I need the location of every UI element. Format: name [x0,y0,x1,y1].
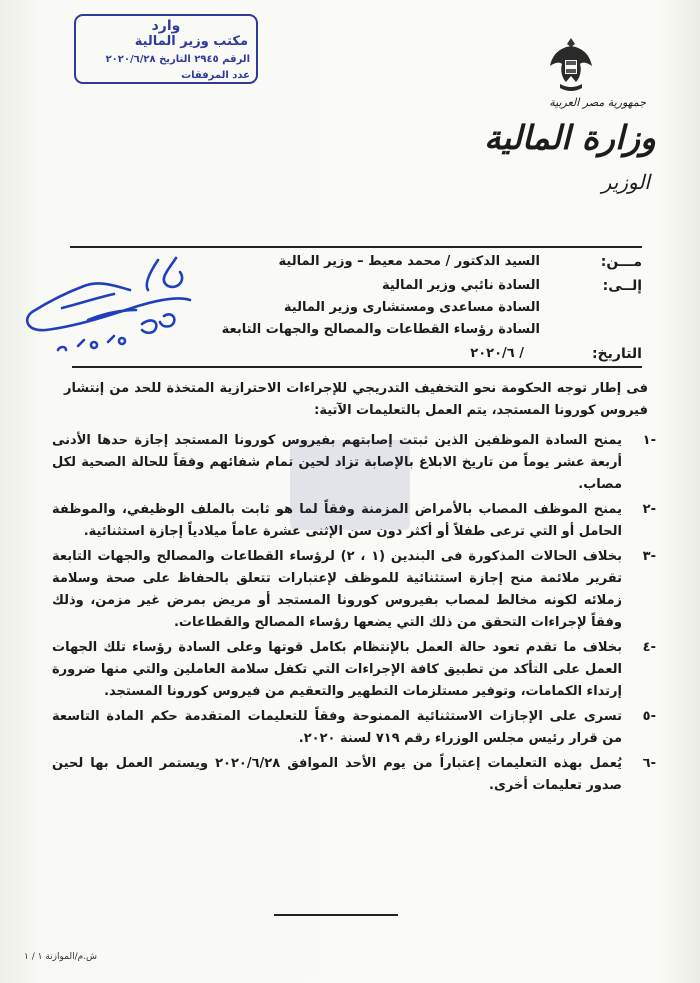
item-number: -٤ [642,640,656,655]
item-text: بخلاف ما تقدم تعود حالة العمل بالإنتظام بكامل قوتها وعلى السادة رؤساء تلك الجهات العمل على التأكد من تطبيق كافة الإجراءات التي تكفل سلامة العاملين والتي منها ضرورة إرتداء الكمامات، وتوفير مستلزمات التطهير والتعقيم من فيروس كورونا المستجد. [52,640,622,699]
item-number: -٦ [642,756,656,771]
from-label: مـــن: [600,254,642,270]
to-label: إلــى: [602,278,642,294]
item-number: -٣ [642,549,656,564]
intro-paragraph: فى إطار توجه الحكومة نحو التخفيف التدريجي للإجراءات الاحترازية المتخذة للحد من إنتشار فيروس كورونا المستجد، يتم العمل بالتعليمات الآتية: [64,381,648,418]
item-text: يمنح الموظف المصاب بالأمراض المزمنة وفقاً لما هو ثابت بالملف الوظيفي، والموظفة الحامل أو التي ترعى طفلاً أو أكثر دون سن الإثنى عشرة عاماً ميلادياً إجازة استثنائية. [52,502,622,539]
from-value: السيد الدكتور / محمد معيط – وزير المالية [278,254,540,269]
stamp-office: مكتب وزير المالية [134,34,248,49]
footer-code: ش.م/الموازنة ١ / ١ [24,952,98,962]
list-item [52,637,656,703]
letterhead-republic: جمهورية مصر العربية [549,96,646,109]
date-label: التاريخ: [591,346,642,362]
item-text: يمنح السادة الموظفين الذين ثبتت إصابتهم بفيروس كورونا المستجد إجازة حدها الأدنى أربعة عشر يوماً من تاريخ الابلاغ بالإصابة تزاد لحين تمام شفائهم وفقاً للحالة الصحية لكل مصاب. [52,433,622,492]
instruction-list [52,430,656,800]
eagle-emblem-icon [548,36,594,94]
list-item [52,706,656,750]
item-text: يُعمل بهذه التعليمات إعتباراً من يوم الأحد الموافق ٢٠٢٠/٦/٢٨ ويستمر العمل بها لحين صدور تعليمات أخرى. [52,756,622,793]
list-item [52,430,656,496]
letterhead-ministry: وزارة المالية [484,118,656,157]
stamp-attachments: عدد المرفقات [181,70,250,81]
item-text: بخلاف الحالات المذكورة فى البندين (١ ، ٢) لرؤساء القطاعات والمصالح والجهات التابعة تقرير ملائمة منح إجازة استثنائية للموظف لإعتبارات تتعلق بالحفاظ على صحة وسلامة زملائه لكونه مخالط لمصاب بفيروس كورونا المستجد أو مريض بمرض غير مزمن، وذلك وفقاً لإجراءات التحقق من ذلك التي يضعها رؤساء المصالح والقطاعات. [52,549,623,630]
date-value: / ٢٠٢٠/٦ [470,346,524,361]
item-text: تسرى على الإجازات الاستثنائية الممنوحة وفقاً للتعليمات المتقدمة حكم المادة التاسعة من قرار رئيس مجلس الوزراء رقم ٧١٩ لسنة ٢٠٢٠. [52,709,622,746]
stamp-title: وارد [151,18,181,34]
item-number: -١ [642,433,656,448]
header-bottom-rule [72,366,642,368]
item-number: -٢ [642,502,656,517]
to-recipient: السادة نائبي وزير المالية [381,278,540,293]
letterhead-minister: الوزير [601,170,650,194]
stamp-ref-line: الرقم ٢٩٤٥ التاريخ ٢٠٢٠/٦/٢٨ [105,54,250,65]
to-recipient: السادة مساعدى ومستشارى وزير المالية [283,300,540,315]
closing-rule [274,914,398,916]
list-item [52,546,656,634]
list-item [52,499,656,543]
header-top-rule [70,246,642,248]
list-item [52,753,656,797]
incoming-stamp [74,14,258,84]
item-number: -٥ [642,709,656,724]
handwritten-signature [18,250,198,360]
to-recipient: السادة رؤساء القطاعات والمصالح والجهات التابعة [221,322,540,337]
